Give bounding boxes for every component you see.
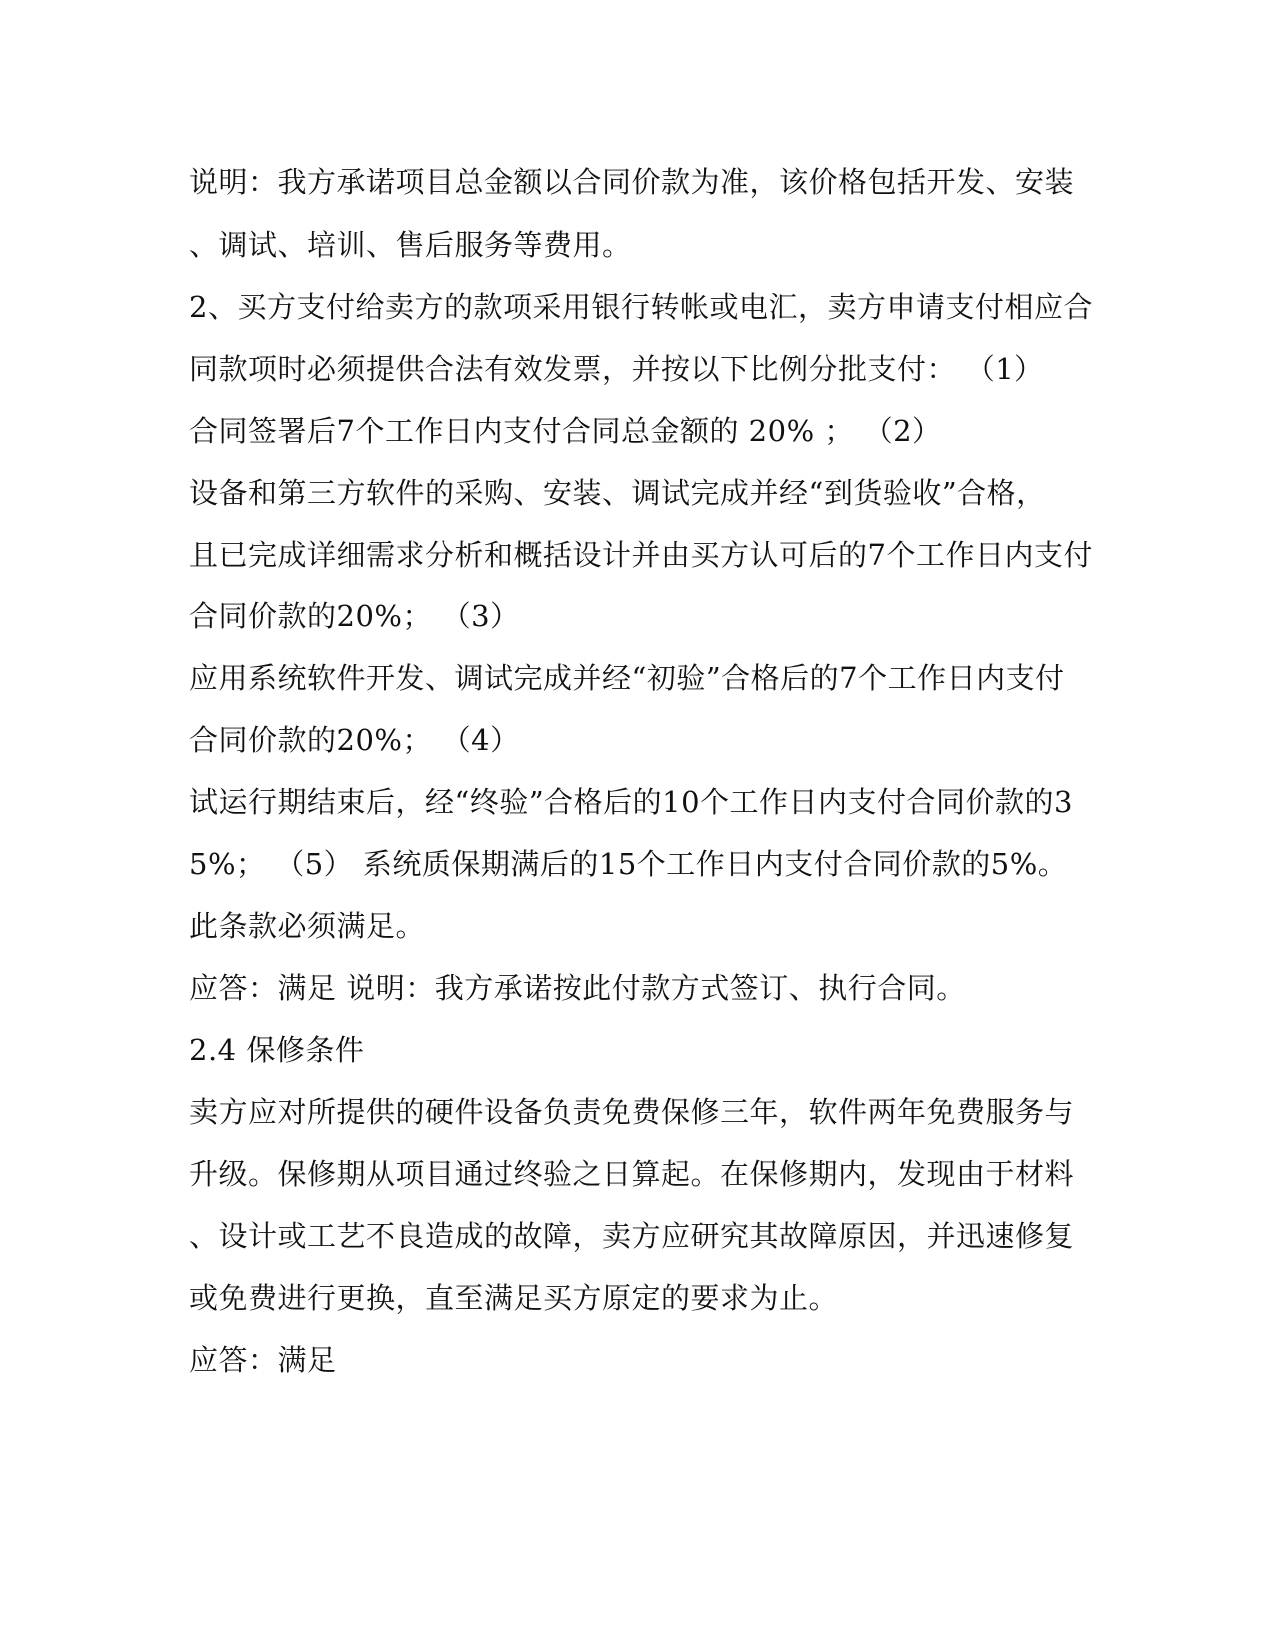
text-line: 此条款必须满足。: [189, 909, 426, 943]
text-line: 合同签署后7个工作日内支付合同总金额的 20% ； （2）: [189, 414, 942, 448]
text-line: 且已完成详细需求分析和概括设计并由买方认可后的7个工作日内支付: [189, 538, 1093, 572]
text-line: 同款项时必须提供合法有效发票，并按以下比例分批支付： （1）: [189, 352, 1044, 386]
text-line: 说明：我方承诺项目总金额以合同价款为准，该价格包括开发、安装: [189, 165, 1075, 199]
text-line: 应答：满足 说明：我方承诺按此付款方式签订、执行合同。: [189, 971, 966, 1005]
text-line: 5%； （5） 系统质保期满后的15个工作日内支付合同价款的5%。: [189, 847, 1068, 881]
text-line: 应用系统软件开发、调试完成并经“初验”合格后的7个工作日内支付: [189, 661, 1065, 695]
text-line: 、调试、培训、售后服务等费用。: [189, 228, 632, 262]
text-line: 、设计或工艺不良造成的故障，卖方应研究其故障原因，并迅速修复: [189, 1219, 1075, 1253]
text-line: 合同价款的20%； （4）: [189, 723, 520, 757]
text-line: 设备和第三方软件的采购、安装、调试完成并经“到货验收”合格，: [189, 476, 1046, 510]
text-line: 2、买方支付给卖方的款项采用银行转帐或电汇，卖方申请支付相应合: [189, 290, 1093, 324]
text-line: 卖方应对所提供的硬件设备负责免费保修三年，软件两年免费服务与: [189, 1095, 1075, 1129]
text-line: 试运行期结束后，经“终验”合格后的10个工作日内支付合同价款的3: [189, 785, 1074, 819]
text-line: 升级。保修期从项目通过终验之日算起。在保修期内，发现由于材料: [189, 1157, 1075, 1191]
text-line: 合同价款的20%； （3）: [189, 599, 520, 633]
text-line: 应答：满足: [189, 1343, 337, 1377]
text-line: 或免费进行更换，直至满足买方原定的要求为止。: [189, 1281, 839, 1315]
section-heading: 2.4 保修条件: [189, 1033, 365, 1067]
